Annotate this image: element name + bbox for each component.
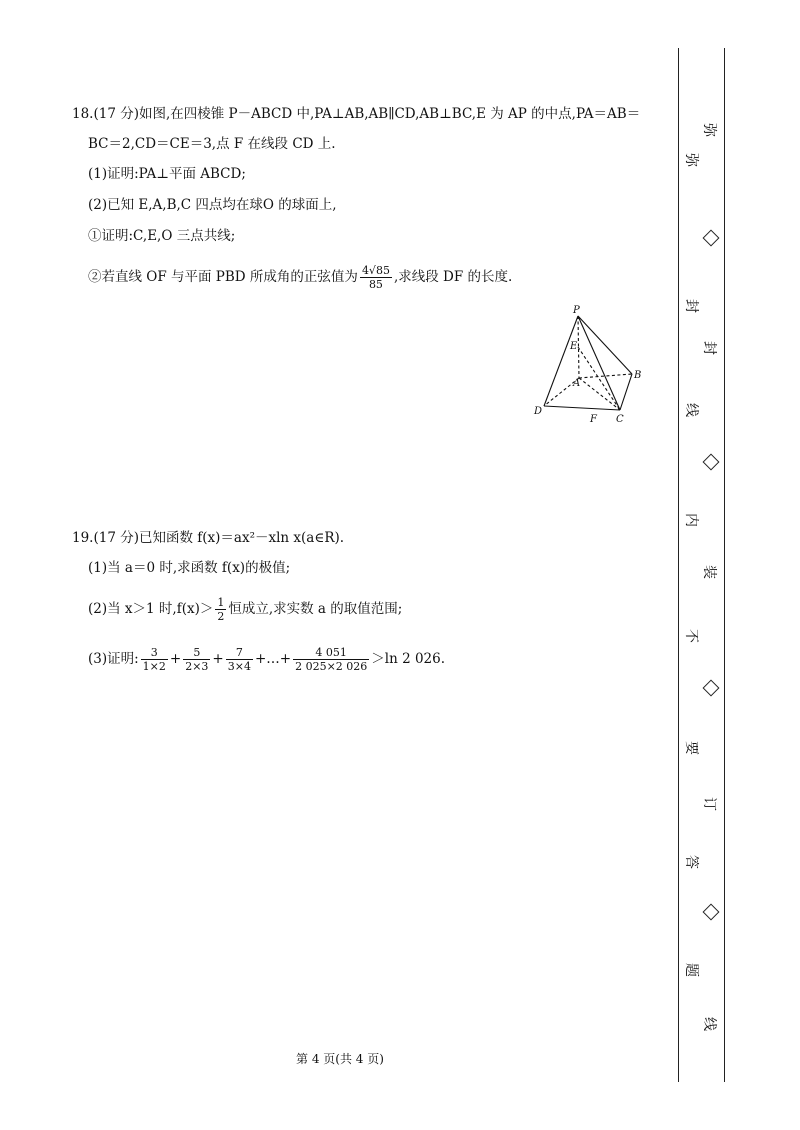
q19-part2-after: 恒成立,求实数 a 的取值范围; bbox=[228, 601, 403, 617]
q19-part3-prefix: (3)证明: bbox=[88, 651, 139, 667]
margin-char: 线 bbox=[701, 1017, 717, 1031]
margin-char: 内 bbox=[683, 513, 699, 527]
q19-part2 bbox=[88, 596, 402, 623]
edge-CB bbox=[620, 374, 632, 410]
edge-PB bbox=[578, 316, 632, 374]
q18-part2-sub2 bbox=[88, 264, 512, 291]
diamond-icon bbox=[703, 904, 720, 921]
segment-AC bbox=[579, 378, 620, 410]
q18-stem-line1: 18.(17 分)如图,在四棱锥 P－ABCD 中,PA⊥AB,AB∥CD,AB⊥BC,E 为 AP 的中点,PA＝AB＝ bbox=[72, 106, 641, 122]
q19-part3-suffix: ＞ln 2 026. bbox=[371, 651, 446, 667]
q19-part3 bbox=[88, 646, 445, 673]
q18-sine-fraction bbox=[360, 264, 392, 291]
margin-char: 装 bbox=[701, 565, 717, 579]
q18-sub2-text-before: ②若直线 OF 与平面 PBD 所成角的正弦值为 bbox=[88, 269, 358, 285]
margin-char: 题 bbox=[683, 963, 699, 977]
margin-char: 线 bbox=[683, 403, 699, 417]
ellipsis-sum: +…+ bbox=[254, 651, 292, 667]
margin-line-right bbox=[724, 48, 725, 1082]
margin-char: 答 bbox=[683, 855, 699, 869]
q19-half-den: 2 bbox=[217, 610, 225, 623]
q18-frac-num: 4√85 bbox=[361, 264, 390, 277]
margin-char: 订 bbox=[701, 797, 717, 811]
q19-stem: 19.(17 分)已知函数 f(x)＝ax²－xln x(a∈R). bbox=[72, 530, 345, 546]
diamond-icon bbox=[703, 230, 720, 247]
q19-frac-2 bbox=[183, 646, 210, 673]
label-C: C bbox=[616, 414, 624, 425]
q19-half-num: 1 bbox=[217, 596, 225, 609]
q18-part2-sub1: ①证明:C,E,O 三点共线; bbox=[88, 228, 236, 244]
edge-DC bbox=[544, 406, 620, 410]
margin-line-left bbox=[678, 48, 679, 1082]
label-B: B bbox=[634, 370, 642, 381]
q18-frac-den: 85 bbox=[368, 278, 383, 291]
q19-half-fraction bbox=[215, 596, 226, 623]
label-D: D bbox=[534, 406, 543, 417]
q19-frac-2-num: 5 bbox=[183, 646, 210, 660]
q19-frac-last-num: 4 051 bbox=[293, 646, 369, 660]
margin-char: 弥 bbox=[701, 123, 717, 137]
q18-stem-line2: BC＝2,CD＝CE＝3,点 F 在线段 CD 上. bbox=[88, 136, 336, 152]
margin-char: 封 bbox=[701, 341, 717, 355]
q19-frac-3-num: 7 bbox=[226, 646, 253, 660]
diamond-icon bbox=[703, 454, 720, 471]
q19-frac-1-num: 3 bbox=[141, 646, 168, 660]
q19-frac-1-den: 1×2 bbox=[142, 660, 166, 673]
diamond-icon bbox=[703, 680, 720, 697]
label-E: E bbox=[570, 341, 578, 352]
q19-part2-before: (2)当 x＞1 时,f(x)＞ bbox=[88, 601, 214, 617]
margin-char: 要 bbox=[683, 741, 699, 755]
segment-EC bbox=[578, 347, 620, 410]
edge-PC bbox=[578, 316, 620, 410]
pyramid-figure bbox=[530, 302, 645, 427]
label-A: A bbox=[573, 378, 581, 389]
q19-frac-last-den: 2 025×2 026 bbox=[295, 660, 368, 673]
q19-part1: (1)当 a＝0 时,求函数 f(x)的极值; bbox=[88, 560, 291, 576]
plus-sign: + bbox=[212, 651, 224, 667]
q19-frac-1 bbox=[141, 646, 168, 673]
margin-char: 封 bbox=[683, 299, 699, 313]
label-P: P bbox=[573, 305, 580, 316]
q19-frac-last bbox=[293, 646, 369, 673]
label-F: F bbox=[590, 414, 597, 425]
q19-frac-3-den: 3×4 bbox=[227, 660, 251, 673]
q18-sub2-text-after: ,求线段 DF 的长度. bbox=[393, 269, 513, 285]
page-footer: 第 4 页(共 4 页) bbox=[296, 1052, 384, 1066]
q19-frac-3 bbox=[226, 646, 253, 673]
q18-part2: (2)已知 E,A,B,C 四点均在球O 的球面上, bbox=[88, 197, 337, 213]
q18-part1: (1)证明:PA⊥平面 ABCD; bbox=[88, 166, 246, 182]
margin-char: 不 bbox=[683, 629, 699, 643]
q19-frac-2-den: 2×3 bbox=[185, 660, 209, 673]
margin-char: 弥 bbox=[683, 153, 699, 167]
plus-sign: + bbox=[169, 651, 182, 667]
